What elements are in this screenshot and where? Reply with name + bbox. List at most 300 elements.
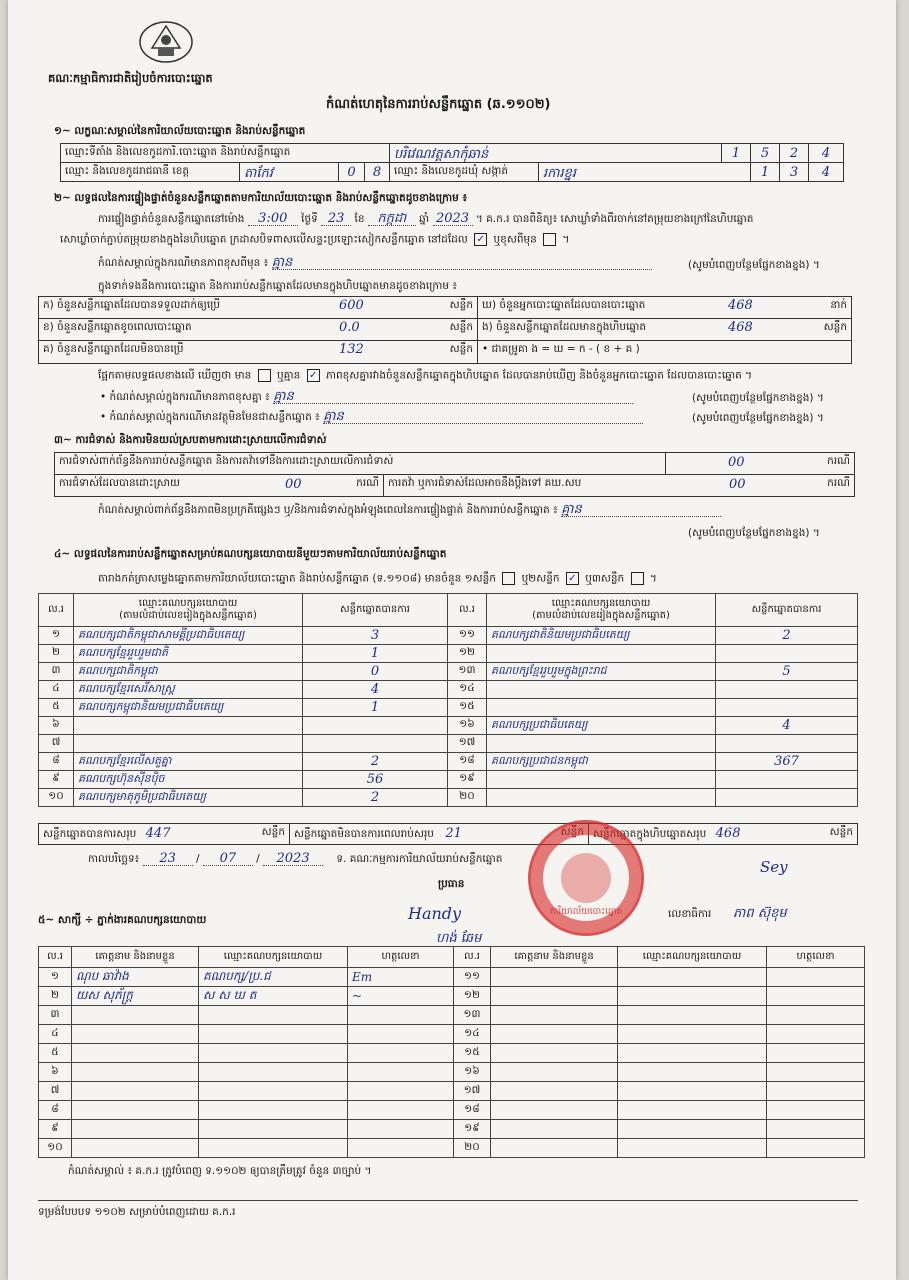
col-party: ឈ្មោះគណបក្សនយោបាយ (តាមលំដាប់លេខរៀងក្នុងសន្លឹកឆ្នោត) xyxy=(487,594,716,627)
party-name: គណបក្សខ្មែរលើសតួគ្នា xyxy=(78,753,172,767)
resolved-complaints: ការជំទាស់ដែលបានដោះស្រាយ 00 ករណី xyxy=(54,474,384,497)
votes-cell[interactable] xyxy=(716,663,858,681)
ballots-in-box-value[interactable]: 468 xyxy=(728,320,753,335)
party-name: គណបក្សមាតុភូមិប្រជាធិបតេយ្យ xyxy=(78,789,206,803)
witness-name-cell[interactable] xyxy=(491,1101,618,1120)
month-field[interactable]: កក្កដា xyxy=(368,212,416,226)
province-code-digit[interactable]: 0 xyxy=(338,162,365,182)
witness-name-cell[interactable] xyxy=(72,1101,199,1120)
row-number: ៨ xyxy=(39,1101,72,1120)
row-number: ១២ xyxy=(454,987,491,1006)
witness-party-cell[interactable] xyxy=(199,1139,348,1158)
votes-cell[interactable] xyxy=(716,627,858,645)
votes-value: 367 xyxy=(774,754,799,769)
row-number: ៤ xyxy=(39,1025,72,1044)
witness-sign-cell[interactable] xyxy=(767,1139,865,1158)
votes-cell[interactable] xyxy=(716,681,858,699)
votes-value: 56 xyxy=(366,772,384,787)
form-sheet xyxy=(8,0,896,1280)
voters-value[interactable]: 468 xyxy=(728,298,753,313)
footer-divider xyxy=(38,1200,858,1201)
secretary-name[interactable]: ភាព ស៊ុខុម xyxy=(733,906,787,921)
row-number: ១៣ xyxy=(448,663,487,681)
witness-name-cell[interactable] xyxy=(491,987,618,1006)
witness-sign-cell[interactable] xyxy=(348,1025,454,1044)
row-number: ១០ xyxy=(39,789,74,807)
one-sheet-checkbox[interactable] xyxy=(502,572,515,585)
date-year-field[interactable]: 2023 xyxy=(263,852,323,866)
witness-sign-cell[interactable] xyxy=(767,1025,865,1044)
witness-party-cell[interactable] xyxy=(618,1025,767,1044)
discrepancy-line: ផ្អែកតាមលទ្ធផលខាងលើ ឃើញថា មាន ឬគ្មាន ✓ ភាពខុសគ្នារវាងចំនួនសន្លឹកឆ្នោតក្នុងហិបឆ្នោត ដែលបានរាប់ឃើញ និងចំនួនអ្នកបោះឆ្នោត ដែលបានបោះឆ្នោត ។ xyxy=(98,369,753,382)
votes-cell[interactable] xyxy=(303,699,448,717)
appealed-complaints-value[interactable]: 00 xyxy=(729,477,746,492)
count-item-e: ង) ចំនួនសន្លឹកឆ្នោតដែលមានក្នុងហិបឆ្នោត 468 សន្លឹក xyxy=(477,318,852,341)
row-number: ១ xyxy=(39,627,74,645)
form-title: កំណត់ហេតុនៃការរាប់សន្លឹកឆ្នោត (ឆ.១១០២) xyxy=(326,97,551,112)
row-number: ១៤ xyxy=(448,681,487,699)
table-row xyxy=(39,987,454,1006)
votes-value: 4 xyxy=(782,718,791,733)
table-row xyxy=(448,753,858,771)
row-number: ៦ xyxy=(39,717,74,735)
section1-row1-label: ឈ្មោះទីតាំង និងលេខកូដការិ.បោះឆ្នោត និងរាប់សន្លឹកឆ្នោត xyxy=(60,143,390,163)
party-name-cell[interactable] xyxy=(487,789,716,807)
table-row xyxy=(448,627,858,645)
party-name-cell[interactable] xyxy=(74,645,303,663)
witness-table-right xyxy=(453,946,865,1158)
table-header-row xyxy=(448,594,858,627)
votes-cell[interactable] xyxy=(716,789,858,807)
invalid-total: សន្លឹកឆ្នោតមិនបានការពេលរាប់សរុប 21 សន្លឹក xyxy=(289,823,589,845)
table-row xyxy=(39,645,448,663)
table-row xyxy=(448,789,858,807)
witness-sign-cell[interactable] xyxy=(767,1006,865,1025)
witness-party-cell[interactable] xyxy=(199,1063,348,1082)
party-name-cell[interactable] xyxy=(487,771,716,789)
table-row xyxy=(448,681,858,699)
witness-name-cell[interactable] xyxy=(72,1063,199,1082)
row-number: ២០ xyxy=(454,1139,491,1158)
valid-total-value[interactable]: 447 xyxy=(145,826,171,841)
col-sign: ហត្ថលេខា xyxy=(767,947,865,968)
witness-party-cell[interactable] xyxy=(618,1044,767,1063)
no-discrepancy-checkbox[interactable]: ✓ xyxy=(307,369,320,382)
witness-sign-cell[interactable] xyxy=(767,1082,865,1101)
appealed-complaints: ការតវ៉ា ឬការជំទាស់ដែលអាចនឹងប្តឹងទៅ គឃ.សប 00 ករណី xyxy=(383,474,855,497)
section5-heading: ៥~ សាក្សី ÷ ភ្នាក់ងារគណបក្សនយោបាយ xyxy=(38,914,207,926)
row-number: ១ xyxy=(39,968,72,987)
table-row xyxy=(454,1063,865,1082)
table-row xyxy=(39,1044,454,1063)
party-name-cell[interactable] xyxy=(487,699,716,717)
valid-total: សន្លឹកឆ្នោតបានការសរុប 447 សន្លឹក xyxy=(38,823,290,845)
table-row xyxy=(39,1082,454,1101)
province-code-digit[interactable]: 8 xyxy=(364,162,390,182)
witness-name: យស សុភ័ក្ត្រ xyxy=(76,988,133,1002)
party-name: គណបក្សប្រជាធិបតេយ្យ xyxy=(491,717,588,731)
table-row xyxy=(448,771,858,789)
votes-cell[interactable] xyxy=(303,771,448,789)
row-number: ១២ xyxy=(448,645,487,663)
location-code-digit[interactable]: 5 xyxy=(750,143,780,163)
col-name: គោត្តនាម និងនាមខ្លួន xyxy=(72,947,199,968)
col-party: ឈ្មោះគណបក្សនយោបាយ xyxy=(199,947,348,968)
votes-cell[interactable] xyxy=(716,645,858,663)
party-name: គណបក្សខ្មែររួបរួមក្នុងព្រះរាជ xyxy=(491,663,607,677)
official-seal: ការិយាល័យបោះឆ្នោត xyxy=(528,820,644,936)
witness-party-cell[interactable] xyxy=(199,987,348,1006)
party-name: គណបក្សជាតិកម្ពុជាសាមគ្គីប្រជាធិបតេយ្យ xyxy=(78,627,245,641)
witness-sign-cell[interactable] xyxy=(348,1082,454,1101)
witness-sign-cell[interactable] xyxy=(767,968,865,987)
verification-line-1: ការផ្ទៀងផ្ទាត់ចំនួនសន្លឹកឆ្នោតនៅម៉ោង 3:00 ថ្ងៃទី 23 ខែ កក្កដា ឆ្នាំ 2023 ។ គ.ក.រ បានពិនិត្យ៖ សោឃ្លាំទាំងពីរចាក់នៅតម្រុយខាងក្រៅនៃហិបឆ្នោត xyxy=(98,211,754,226)
party-name-cell[interactable] xyxy=(74,753,303,771)
table-row xyxy=(39,1025,454,1044)
time-field[interactable]: 3:00 xyxy=(248,212,298,226)
section1-heading: ១~ លក្ខណៈសម្គាល់នៃការិយាល័យបោះឆ្នោត និងរាប់សន្លឹកឆ្នោត xyxy=(54,125,306,137)
table-row xyxy=(39,753,448,771)
commune-name-field[interactable]: រការខ្នុរ xyxy=(538,162,751,182)
table-row xyxy=(448,663,858,681)
table-row xyxy=(39,1139,454,1158)
witness-party-cell[interactable] xyxy=(618,1006,767,1025)
party-name: គណបក្សជាតិនិយមប្រជាធិបតេយ្យ xyxy=(491,627,630,641)
witness-party-cell[interactable] xyxy=(618,1139,767,1158)
row-number: ៩ xyxy=(39,771,74,789)
col-party: ឈ្មោះគណបក្សនយោបាយ (តាមលំដាប់លេខរៀងក្នុងសន្លឹកឆ្នោត) xyxy=(74,594,303,627)
difference-note: កំណត់សម្គាល់ក្នុងករណីមានភាពខុសពីមុន ៖ គ្មាន xyxy=(98,256,652,270)
witness-name-cell[interactable] xyxy=(491,968,618,987)
party-name: គណបក្សកម្ពុជានិយមប្រជាធិបតេយ្យ xyxy=(78,699,224,713)
col-party: ឈ្មោះគណបក្សនយោបាយ xyxy=(618,947,767,968)
witness-sign-cell[interactable] xyxy=(767,1044,865,1063)
votes-value: 3 xyxy=(370,628,380,643)
box-total: សន្លឹកឆ្នោតក្នុងហិបឆ្នោតសរុប 468 សន្លឹក xyxy=(588,823,858,845)
col-no: ល.រ xyxy=(454,947,491,968)
table-row xyxy=(39,1006,454,1025)
table-row xyxy=(454,1139,865,1158)
col-no: ល.រ xyxy=(448,594,487,627)
witness-name-cell[interactable] xyxy=(491,1082,618,1101)
witness-sign-cell[interactable] xyxy=(348,1063,454,1082)
witness-party-cell[interactable] xyxy=(618,1120,767,1139)
votes-cell[interactable] xyxy=(303,789,448,807)
table-header-row xyxy=(39,947,454,968)
table-row xyxy=(454,1120,865,1139)
party-name-cell[interactable] xyxy=(74,627,303,645)
party-results-right xyxy=(447,593,858,807)
party-name: គណបក្សប្រជាជនកម្ពុជា xyxy=(491,753,588,767)
votes-value: 4 xyxy=(370,682,380,697)
table-row xyxy=(39,699,448,717)
table-row xyxy=(39,681,448,699)
count-item-d: ឃ) ចំនួនអ្នកបោះឆ្នោតដែលបានបោះឆ្នោត 468 នាក់ xyxy=(477,296,852,319)
party-name: គណបក្សហ៊ុនស៊ីនប៉ិច xyxy=(78,771,165,785)
votes-cell[interactable] xyxy=(303,717,448,735)
party-name-cell[interactable] xyxy=(74,663,303,681)
has-discrepancy-checkbox[interactable] xyxy=(258,369,271,382)
president-signature[interactable]: Handy xyxy=(408,904,462,923)
witness-party-cell[interactable] xyxy=(618,1063,767,1082)
complaints-row-label: ការជំទាស់ពាក់ព័ន្ធនឹងការរាប់សន្លឹកឆ្នោត និងការតវ៉ាទៅនឹងការដោះស្រាយលើការជំទាស់ xyxy=(54,452,666,475)
witness-name-cell[interactable] xyxy=(72,987,199,1006)
unused-ballots-value[interactable]: 132 xyxy=(339,342,364,357)
secretary-signature: Sey xyxy=(760,858,788,876)
votes-cell[interactable] xyxy=(716,771,858,789)
witness-sign-cell[interactable] xyxy=(767,1101,865,1120)
party-name-cell[interactable] xyxy=(487,663,716,681)
witness-name-cell[interactable] xyxy=(491,1025,618,1044)
row-number: ៦ xyxy=(39,1063,72,1082)
witness-party-cell[interactable] xyxy=(199,1082,348,1101)
witness-sign-cell[interactable] xyxy=(348,1139,454,1158)
witness-name-cell[interactable] xyxy=(72,1139,199,1158)
table-row xyxy=(39,1063,454,1082)
table-row xyxy=(448,717,858,735)
irregularity-note-field[interactable]: គ្មាន xyxy=(561,503,721,517)
witness-sign-cell[interactable] xyxy=(767,1063,865,1082)
witness-sign: ~ xyxy=(352,989,363,1003)
party-name-cell[interactable] xyxy=(487,753,716,771)
party-name: គណបក្សខ្មែររួបរួមជាតិ xyxy=(78,645,169,659)
party-name-cell[interactable] xyxy=(487,735,716,753)
commune-code-digit[interactable]: 3 xyxy=(779,162,809,182)
tally-sheets-line: តារាងកត់ត្រាសម្លេងឆ្នោតតាមការិយាល័យបោះឆ្នោត និងរាប់សន្លឹកឆ្នោត (ទ.១១០៨) មានចំនួន ១សន្លឹក ឬ២សន្លឹក ✓ ឬ៣សន្លឹក ។ xyxy=(98,572,657,585)
table-row xyxy=(39,968,454,987)
witness-party-cell[interactable] xyxy=(618,968,767,987)
table-row xyxy=(39,1101,454,1120)
row-number: ១៩ xyxy=(448,771,487,789)
witness-party-cell[interactable] xyxy=(618,1082,767,1101)
foreign-object-note-field[interactable]: គ្មាន xyxy=(323,410,643,424)
col-votes: សន្លឹកឆ្នោតបានការ xyxy=(303,594,448,627)
row-number: ១១ xyxy=(448,627,487,645)
row-number: ៧ xyxy=(39,735,74,753)
witness-name-cell[interactable] xyxy=(72,1006,199,1025)
section4-heading: ៤~ លទ្ធផលនៃការរាប់សន្លឹកឆ្នោតសម្រាប់គណបក្សនយោបាយនីមួយៗតាមការិយាល័យរាប់សន្លឹកឆ្នោត xyxy=(54,548,447,560)
spoiled-ballots-value[interactable]: 0.0 xyxy=(339,320,360,335)
votes-cell[interactable] xyxy=(716,717,858,735)
votes-cell[interactable] xyxy=(303,627,448,645)
votes-cell[interactable] xyxy=(303,645,448,663)
votes-value: 1 xyxy=(370,646,380,661)
row-number: ៩ xyxy=(39,1120,72,1139)
party-name-cell[interactable] xyxy=(74,699,303,717)
table-row xyxy=(39,771,448,789)
resolved-complaints-value[interactable]: 00 xyxy=(285,477,302,492)
president-label: ប្រធាន xyxy=(438,878,465,890)
row-number: ៥ xyxy=(39,1044,72,1063)
count-item-a: ក) ចំនួនសន្លឹកឆ្នោតដែលបានទទួលដាក់ឲ្យប្រើ 600 សន្លឹក xyxy=(38,296,478,319)
row-number: ៧ xyxy=(39,1082,72,1101)
commune-code-digit[interactable]: 4 xyxy=(808,162,844,182)
party-name-cell[interactable] xyxy=(487,645,716,663)
table-row xyxy=(39,717,448,735)
date-day-field[interactable]: 23 xyxy=(143,852,193,866)
row-number: ១៦ xyxy=(448,717,487,735)
col-name: គោត្តនាម និងនាមខ្លួន xyxy=(491,947,618,968)
witness-name-cell[interactable] xyxy=(72,1082,199,1101)
location-code-digit[interactable]: 1 xyxy=(721,143,751,163)
location-name-field[interactable]: បរិវេណវត្តសាកុំឆាន់ xyxy=(389,143,722,163)
witness-sign: Em xyxy=(352,970,373,984)
seal-core-icon xyxy=(561,853,611,903)
witness-sign-cell[interactable] xyxy=(348,968,454,987)
difference-note-hint: (សូមបំពេញបន្ថែមផ្នែកខាងខ្នង) ។ xyxy=(688,259,820,271)
location-code-digit[interactable]: 4 xyxy=(808,143,844,163)
same-checkbox[interactable]: ✓ xyxy=(474,233,487,246)
two-sheets-checkbox[interactable]: ✓ xyxy=(566,572,579,585)
hint-1: (សូមបំពេញបន្ថែមផ្នែកខាងខ្នង) ។ xyxy=(692,392,824,404)
table-row xyxy=(454,968,865,987)
party-name-cell[interactable] xyxy=(487,717,716,735)
count-item-b: ខ) ចំនួនសន្លឹកឆ្នោតខូចពេលបោះឆ្នោត 0.0 សន្លឹក xyxy=(38,318,478,341)
col-no: ល.រ xyxy=(39,594,74,627)
hint-3: (សូមបំពេញបន្ថែមផ្នែកខាងខ្នង) ។ xyxy=(688,527,820,539)
party-name-cell[interactable] xyxy=(487,681,716,699)
witness-sign-cell[interactable] xyxy=(348,1006,454,1025)
table-row xyxy=(39,663,448,681)
row-number: ១៥ xyxy=(454,1044,491,1063)
votes-cell[interactable] xyxy=(716,753,858,771)
votes-cell[interactable] xyxy=(303,753,448,771)
witness-party-cell[interactable] xyxy=(199,1101,348,1120)
witness-party-cell[interactable] xyxy=(199,968,348,987)
witness-party-cell[interactable] xyxy=(199,1006,348,1025)
witness-name-cell[interactable] xyxy=(491,1120,618,1139)
row-number: ១៧ xyxy=(448,735,487,753)
witness-name-cell[interactable] xyxy=(72,1044,199,1063)
location-code-digit[interactable]: 2 xyxy=(779,143,809,163)
witness-name-cell[interactable] xyxy=(491,1006,618,1025)
irregularity-note: កំណត់សម្គាល់ពាក់ព័ន្ធនឹងភាពមិនប្រក្រតីផ្សេងៗ ឬ/និងការជំទាស់ក្នុងអំឡុងពេលនៃការផ្ទៀងផ្ទាត់ និងការរាប់សន្លឹកឆ្នោត ៖ គ្មាន xyxy=(98,503,721,517)
discrepancy-note: • កំណត់សម្គាល់ក្នុងករណីមានភាពខុសគ្នា ៖ គ្មាន xyxy=(100,390,633,404)
table-header-row xyxy=(454,947,865,968)
box-total-value[interactable]: 468 xyxy=(715,826,741,841)
party-name-cell[interactable] xyxy=(74,735,303,753)
witness-sign-cell[interactable] xyxy=(348,987,454,1006)
row-number: ៤ xyxy=(39,681,74,699)
received-ballots-value[interactable]: 600 xyxy=(339,298,364,313)
party-name-cell[interactable] xyxy=(74,771,303,789)
witness-party: គណបក្ស/ប្រ.ជ xyxy=(203,969,271,983)
nec-emblem-icon xyxy=(138,18,194,66)
difference-note-field[interactable]: គ្មាន xyxy=(272,256,652,270)
col-votes: សន្លឹកឆ្នោតបានការ xyxy=(716,594,858,627)
witness-party-cell[interactable] xyxy=(199,1120,348,1139)
votes-cell[interactable] xyxy=(716,699,858,717)
table-row xyxy=(448,699,858,717)
party-name-cell[interactable] xyxy=(74,789,303,807)
count-formula: • ជាគម្រូគា ង = ឃ = ក - ( ខ + គ ) xyxy=(477,340,852,364)
witness-sign-cell[interactable] xyxy=(348,1120,454,1139)
witness-name-cell[interactable] xyxy=(491,1044,618,1063)
three-sheets-checkbox[interactable] xyxy=(631,572,644,585)
row-number: ១៨ xyxy=(448,753,487,771)
row-number: ១៦ xyxy=(454,1063,491,1082)
table-row xyxy=(448,645,858,663)
counting-intro: ក្នុងទាក់ទងនឹងការបោះឆ្នោត និងការរាប់សន្លឹកឆ្នោតដែលមានក្នុងហិបឆ្នោតមានដូចខាងក្រោម ៖ xyxy=(98,280,457,292)
row-number: ១១ xyxy=(454,968,491,987)
witness-sign-cell[interactable] xyxy=(348,1101,454,1120)
witness-name-cell[interactable] xyxy=(72,1120,199,1139)
votes-cell[interactable] xyxy=(303,663,448,681)
witness-party-cell[interactable] xyxy=(618,987,767,1006)
witness-sign-cell[interactable] xyxy=(767,987,865,1006)
table-row xyxy=(454,1006,865,1025)
row-number: ២០ xyxy=(448,789,487,807)
witness-name-cell[interactable] xyxy=(491,1063,618,1082)
votes-cell[interactable] xyxy=(303,681,448,699)
table-row xyxy=(39,627,448,645)
table-row xyxy=(454,1044,865,1063)
secretary-label: លេខាធិការ xyxy=(668,908,712,920)
day-field[interactable]: 23 xyxy=(321,212,351,226)
row-number: ៣ xyxy=(39,663,74,681)
complaints-count[interactable]: 00 ករណី xyxy=(665,452,855,475)
votes-value: 5 xyxy=(782,664,791,679)
votes-cell[interactable] xyxy=(303,735,448,753)
hint-2: (សូមបំពេញបន្ថែមផ្នែកខាងខ្នង) ។ xyxy=(692,412,824,424)
witness-party-cell[interactable] xyxy=(618,1101,767,1120)
table-row xyxy=(39,735,448,753)
witness-name-cell[interactable] xyxy=(72,968,199,987)
commune-code-digit[interactable]: 1 xyxy=(750,162,780,182)
row-number: ២ xyxy=(39,645,74,663)
witness-name-cell[interactable] xyxy=(72,1025,199,1044)
party-name-cell[interactable] xyxy=(74,681,303,699)
table-row xyxy=(39,1120,454,1139)
commune-label: ឈ្មោះ និងលេខកូដឃុំ សង្កាត់ xyxy=(389,162,539,182)
row-number: ៨ xyxy=(39,753,74,771)
table-row xyxy=(454,1101,865,1120)
different-checkbox[interactable] xyxy=(543,233,556,246)
year-field[interactable]: 2023 xyxy=(433,212,473,226)
committee-name: គណៈកម្មាធិការជាតិរៀបចំការបោះឆ្នោត xyxy=(48,71,213,85)
votes-cell[interactable] xyxy=(716,735,858,753)
row-number: ៣ xyxy=(39,1006,72,1025)
date-month-field[interactable]: 07 xyxy=(203,852,253,866)
row-number: ១៣ xyxy=(454,1006,491,1025)
president-name: ហង់ ឆែម xyxy=(436,931,482,946)
witness-name-cell[interactable] xyxy=(491,1139,618,1158)
row-number: ១៨ xyxy=(454,1101,491,1120)
discrepancy-note-field[interactable]: គ្មាន xyxy=(273,390,633,404)
signing-date: កាលបរិច្ឆេទ៖ 23 / 07 / 2023 ទ. គណៈកម្មការការិយាល័យរាប់សន្លឹកឆ្នោត xyxy=(88,851,503,866)
col-sign: ហត្ថលេខា xyxy=(348,947,454,968)
witness-party: ស ស ឃ ត xyxy=(203,988,257,1002)
row-number: ១០ xyxy=(39,1139,72,1158)
witness-sign-cell[interactable] xyxy=(767,1120,865,1139)
party-name-cell[interactable] xyxy=(74,717,303,735)
count-item-c: គ) ចំនួនសន្លឹកឆ្នោតដែលមិនបានប្រើ 132 សន្លឹក xyxy=(38,340,478,364)
section1-row2-label: ឈ្មោះ និងលេខកូដរាជធានី ខេត្ត xyxy=(60,162,240,182)
footnote: កំណត់សម្គាល់ ៖ គ.ក.រ ត្រូវបំពេញ ទ.១១០២ ឲ្យបានត្រឹមត្រូវ ចំនួន ៣ច្បាប់ ។ xyxy=(68,1165,372,1177)
section2-heading: ២~ លទ្ធផលនៃការផ្ទៀងផ្ទាត់ចំនួនសន្លឹកឆ្នោតតាមការិយាល័យបោះឆ្នោត និងរាប់សន្លឹកឆ្នោតដូចខាងក្រោម ៖ xyxy=(54,192,468,204)
row-number: ២ xyxy=(39,987,72,1006)
witness-sign-cell[interactable] xyxy=(348,1044,454,1063)
party-name-cell[interactable] xyxy=(487,627,716,645)
votes-value: 2 xyxy=(370,754,380,769)
invalid-total-value[interactable]: 21 xyxy=(445,826,462,841)
witness-party-cell[interactable] xyxy=(199,1044,348,1063)
province-name-field[interactable]: តាកែវ xyxy=(239,162,339,182)
party-name: គណបក្សខ្មែរសេរីសាស្ត្រ xyxy=(78,681,175,695)
foreign-object-note: • កំណត់សម្គាល់ក្នុងករណីមានវត្ថុមិនមែនជាសន្លឹកឆ្នោត ៖ គ្មាន xyxy=(100,410,643,424)
witness-party-cell[interactable] xyxy=(199,1025,348,1044)
table-row xyxy=(454,1082,865,1101)
